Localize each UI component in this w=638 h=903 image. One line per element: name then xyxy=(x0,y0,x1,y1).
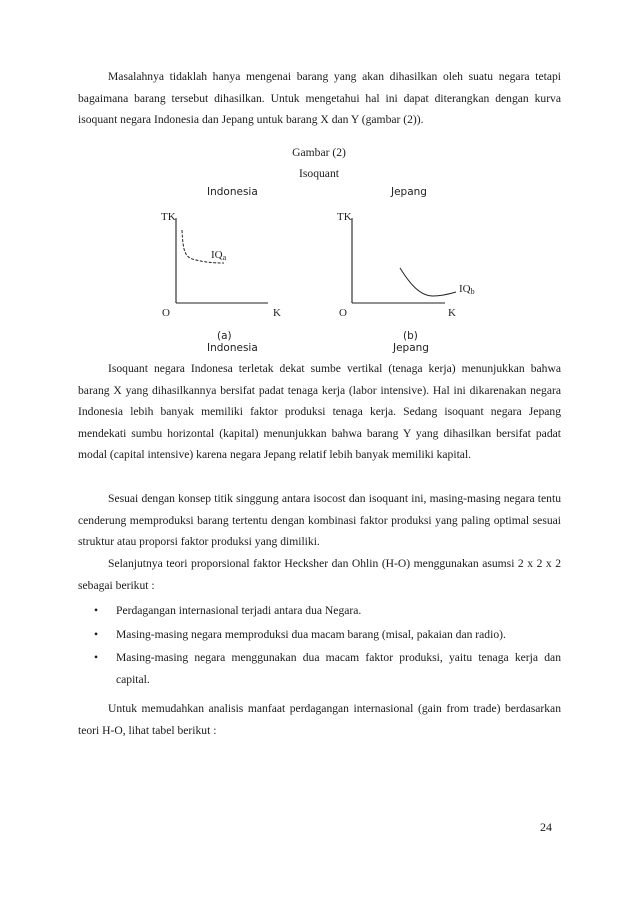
indonesia-x-axis-label: K xyxy=(273,307,281,319)
indonesia-top-label: Indonesia xyxy=(207,186,258,198)
list-item xyxy=(78,600,561,622)
list-item-text: Masing-masing negara menggunakan dua macam faktor produksi, yaitu tenaga kerja dan capital. xyxy=(116,651,561,686)
list-item-text: Perdagangan internasional terjadi antara dua Negara. xyxy=(116,604,362,617)
bullet-icon: • xyxy=(94,604,99,617)
jepang-bottom-label: Jepang xyxy=(393,342,429,354)
jepang-curve-iq: IQ xyxy=(459,283,471,295)
isoquant-panel-indonesia xyxy=(161,186,281,354)
indonesia-curve-label xyxy=(211,249,227,262)
list-item-text: Masing-masing negara memproduksi dua macam barang (misal, pakaian dan radio). xyxy=(116,627,506,641)
indonesia-curve-iq: IQ xyxy=(211,249,223,261)
isoquant-explanation-paragraph: Isoquant negara Indonesa terletak dekat sumbe vertikal (tenaga kerja) menunjukkan bahwa barang X yang dihasilkannya bersifat padat tenaga kerja (labor intensive). Hal ini dikarenakan negara Indonesia lebih banyak memiliki faktor produksi tenaga kerja. Sedang isoquant negara Jepang mendekati sumbu horizontal (kapital) menunjukkan bahwa barang Y yang dihasilkan bersifat padat modal (capital intensive) karena negara Jepang relatif lebih banyak memiliki kapital. xyxy=(78,362,561,462)
indonesia-origin-label: O xyxy=(162,307,170,319)
ho-theory-paragraph: Selanjutnya teori proporsional faktor Hecksher dan Ohlin (H-O) menggunakan asumsi 2 x 2 x 2 sebagai berikut : xyxy=(78,557,561,592)
list-item xyxy=(78,647,561,690)
figure-title: Isoquant xyxy=(299,167,339,180)
jepang-isoquant-curve xyxy=(400,268,456,296)
indonesia-y-axis-label: TK xyxy=(161,211,176,223)
bullet-icon: • xyxy=(94,651,99,665)
jepang-x-axis-label: K xyxy=(448,307,456,319)
jepang-curve-label xyxy=(459,283,475,296)
jepang-curve-sub: b xyxy=(470,287,475,296)
indonesia-bottom-label: Indonesia xyxy=(207,342,258,354)
jepang-panel-label: (b) xyxy=(403,330,418,342)
jepang-y-axis-label: TK xyxy=(337,211,352,223)
jepang-origin-label: O xyxy=(339,307,347,319)
gain-from-trade-paragraph: Untuk memudahkan analisis manfaat perdagangan internasional (gain from trade) berdasarkan teori H-O, lihat tabel berikut : xyxy=(78,702,561,737)
assumption-list xyxy=(78,600,561,692)
intro-paragraph: Masalahnya tidaklah hanya mengenai barang yang akan dihasilkan oleh suatu negara tetapi bagaimana barang tersebut dihasilkan. Untuk mengetahui hal ini dapat diterangkan dengan kurva isoquant negara Indonesia dan Jepang untuk barang X dan Y (gambar (2)). xyxy=(78,70,561,127)
list-item xyxy=(78,624,561,646)
figure-caption: Gambar (2) xyxy=(292,146,346,159)
isocost-paragraph: Sesuai dengan konsep titik singgung antara isocost dan isoquant ini, masing-masing negara tentu cenderung memproduksi barang tertentu dengan kombinasi faktor produksi yang paling optimal sesuai struktur atau proporsi faktor produksi yang dimiliki. xyxy=(78,492,561,549)
indonesia-panel-label: (a) xyxy=(217,330,232,342)
jepang-top-label: Jepang xyxy=(391,186,427,198)
indonesia-curve-sub: a xyxy=(222,253,227,262)
isoquant-panel-jepang xyxy=(337,186,475,354)
page-number: 24 xyxy=(540,820,552,834)
isoquant-figure xyxy=(0,180,638,360)
bullet-icon: • xyxy=(94,627,99,641)
